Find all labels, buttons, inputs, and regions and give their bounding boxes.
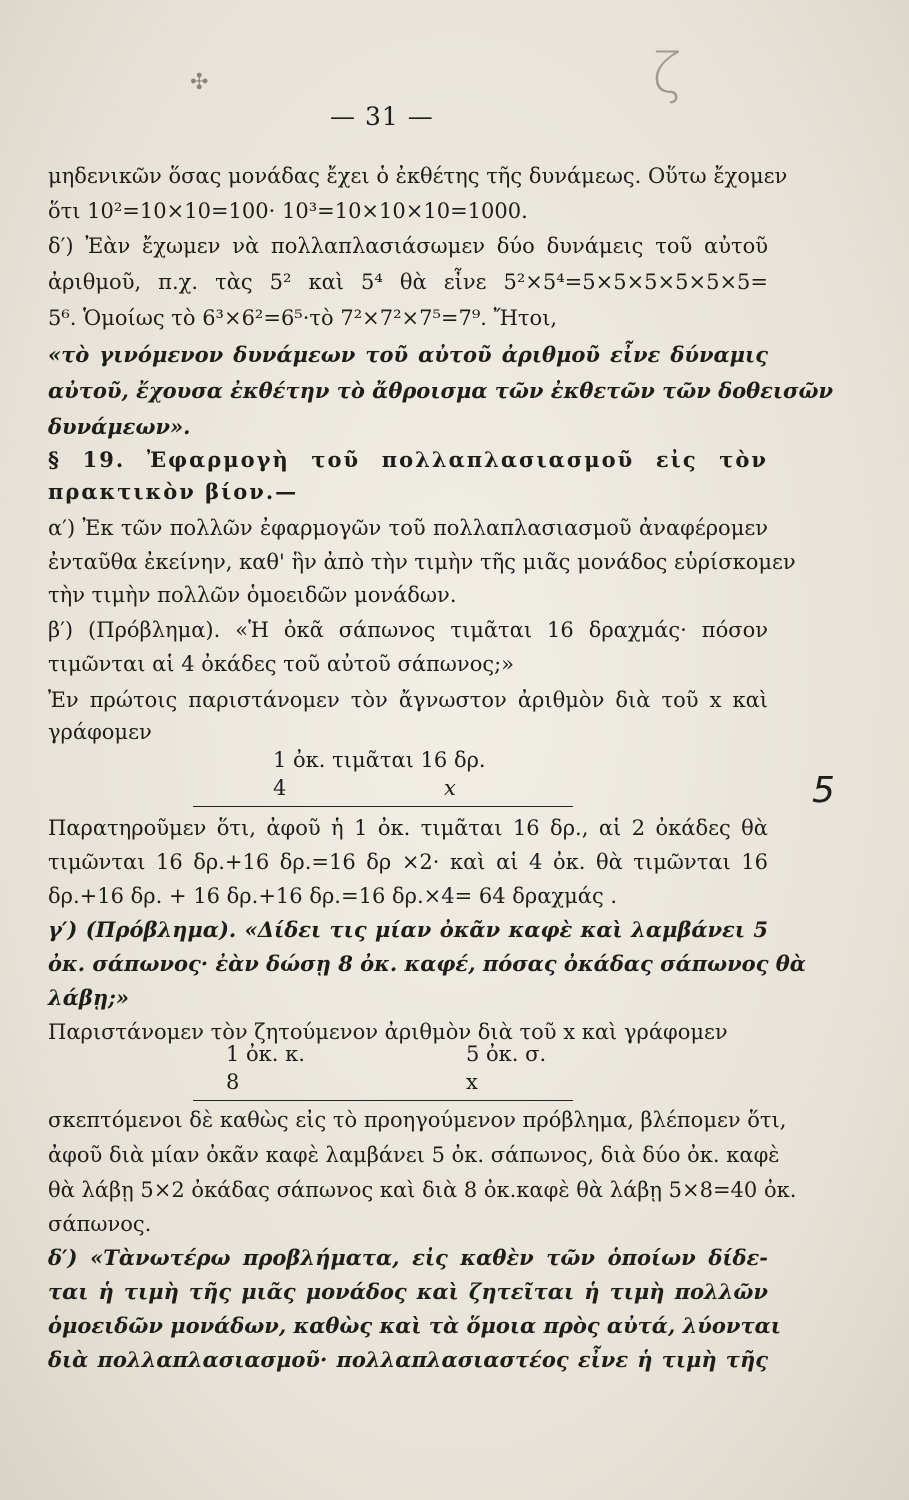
scheme-unknown: x [466,1070,478,1094]
scheme-rule [193,1100,573,1101]
text-line: τὴν τιμὴν πολλῶν ὁμοειδῶν μονάδων. [48,583,457,607]
text-line: μηδενικῶν ὅσας μονάδας ἔχει ὁ ἐκθέτης τῆς δυνάμεως. Οὕτω ἔχομεν [48,164,788,188]
scheme-row: 8 [226,1070,240,1094]
text-line: α′) Ἐκ τῶν πολλῶν ἐφαρμογῶν τοῦ πολλαπλασιασμοῦ ἀναφέρομεν [48,516,768,540]
pencil-mark: ζ [652,42,682,105]
text-line: Ἐν πρώτοις παριστάνομεν τὸν ἄγνωστον ἀριθμὸν διὰ τοῦ x καὶ [48,688,768,712]
problem-text: γ′) (Πρόβλημα). «Δίδει τις μίαν ὀκᾶν καφὲ καὶ λαμβάνει 5 [48,917,768,942]
scheme-unknown: x [444,776,456,800]
rule-statement: δ′) «Τὰνωτέρω προβλήματα, εἰς καθὲν τῶν ὁποίων δίδε- [48,1245,768,1270]
text-line: ἐνταῦθα ἐκείνην, καθ' ἣν ἀπὸ τὴν τιμὴν τῆς μιᾶς μονάδος εὑρίσκομεν [48,550,796,574]
text-line: ἀριθμοῦ, π.χ. τὰς 5² καὶ 5⁴ θὰ εἶνε 5²×5⁴=5×5×5×5×5×5= [48,270,768,294]
text-line: Παρατηροῦμεν ὅτι, ἀφοῦ ἡ 1 ὀκ. τιμᾶται 16 δρ., αἱ 2 ὀκάδες θὰ [48,816,768,840]
scheme-row: 4 [273,776,287,800]
scheme-rule [193,806,573,807]
text-line: δ′) Ἐὰν ἔχωμεν νὰ πολλαπλασιάσωμεν δύο δυνάμεις τοῦ αὐτοῦ [48,234,768,258]
rule-statement: ὁμοειδῶν μονάδων, καθὼς καὶ τὰ ὅμοια πρὸς αὐτά, λύονται [48,1313,781,1338]
problem-text: ὀκ. σάπωνος· ἐὰν δώσῃ 8 ὀκ. καφέ, πόσας ὀκάδας σάπωνος θὰ [48,951,806,976]
text-line: σάπωνος. [48,1212,152,1236]
stamp-mark: ✣ [190,70,209,95]
text-line: 5⁶. Ὁμοίως τὸ 6³×6²=6⁵·τὸ 7²×7²×7⁵=7⁹. Ἤτοι, [48,306,558,330]
text-line: ἀφοῦ διὰ μίαν ὀκᾶν καφὲ λαμβάνει 5 ὀκ. σάπωνος, διὰ δύο ὀκ. καφὲ [48,1143,780,1167]
rule-statement: διὰ πολλαπλασιασμοῦ· πολλαπλασιαστέος εἶνε ἡ τιμὴ τῆς [48,1347,768,1372]
text-line: γράφομεν [48,720,152,744]
page-number: — 31 — [330,102,434,131]
margin-note: 5 [812,770,835,811]
text-line: ὅτι 10²=10×10=100· 10³=10×10×10=1000. [48,199,528,223]
text-line: σκεπτόμενοι δὲ καθὼς εἰς τὸ προηγούμενον πρόβλημα, βλέπομεν ὅτι, [48,1108,787,1132]
rule-statement: «τὸ γινόμενον δυνάμεων τοῦ αὐτοῦ ἀριθμοῦ εἶνε δύναμις [48,342,768,367]
page-header [0,102,909,142]
rule-statement: ται ἡ τιμὴ τῆς μιᾶς μονάδος καὶ ζητεῖται ἡ τιμὴ πολλῶν [48,1279,768,1304]
scheme-row: 1 ὀκ. τιμᾶται 16 δρ. [273,748,486,772]
rule-statement: αὐτοῦ, ἔχουσα ἐκθέτην τὸ ἄθροισμα τῶν ἐκθετῶν τῶν δοθεισῶν [48,378,834,403]
section-heading: § 19. Ἐφαρμογὴ τοῦ πολλαπλασιασμοῦ εἰς τὸν [48,447,768,472]
section-heading: πρακτικὸν βίον.— [48,479,299,504]
scheme-row: 1 ὀκ. κ. [226,1042,305,1066]
problem-text: β′) (Πρόβλημα). «Ἡ ὀκᾶ σάπωνος τιμᾶται 16 δραχμάς· πόσον [48,618,768,642]
text-line: τιμῶνται 16 δρ.+16 δρ.=16 δρ ×2· καὶ αἱ 4 ὀκ. θὰ τιμῶνται 16 [48,850,768,874]
text-line: Παριστάνομεν τὸν ζητούμενον ἀριθμὸν διὰ τοῦ x καὶ γράφομεν [48,1020,728,1044]
text-line: δρ.+16 δρ. + 16 δρ.+16 δρ.=16 δρ.×4= 64 δραχμάς . [48,884,618,908]
problem-text: λάβῃ;» [48,985,129,1010]
rule-statement: δυνάμεων». [48,414,191,439]
text-line: θὰ λάβῃ 5×2 ὀκάδας σάπωνος καὶ διὰ 8 ὀκ.καφὲ θὰ λάβῃ 5×8=40 ὀκ. [48,1178,797,1202]
problem-text: τιμῶνται αἱ 4 ὀκάδες τοῦ αὐτοῦ σάπωνος;» [48,652,515,676]
scheme-row: 5 ὀκ. σ. [466,1042,547,1066]
